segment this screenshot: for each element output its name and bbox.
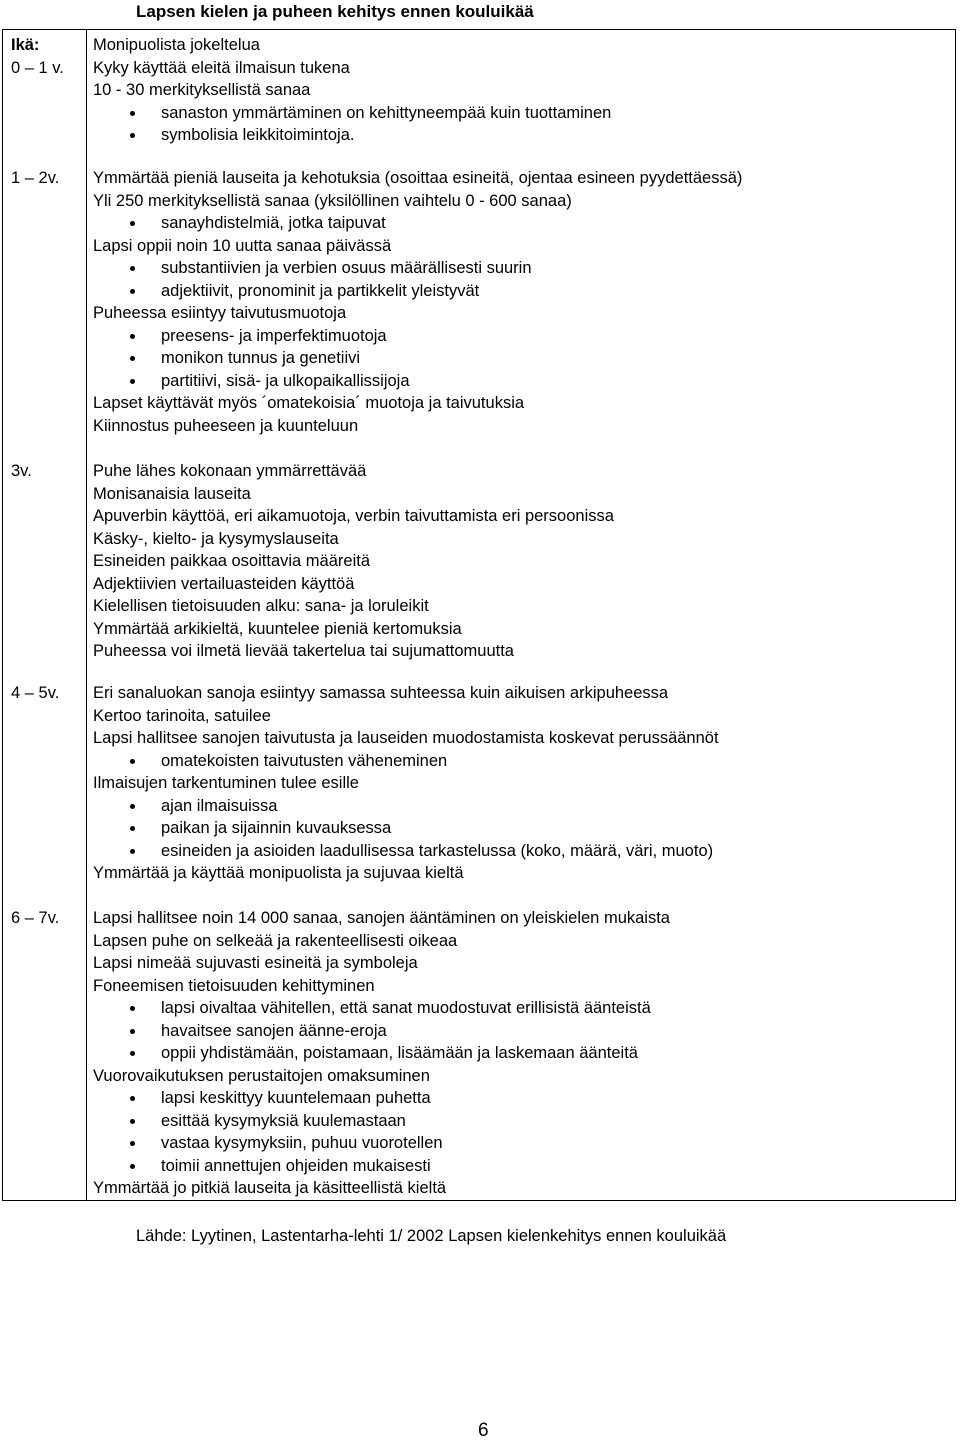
bullet-dot-icon [130,1119,135,1124]
milestone-line: Ilmaisujen tarkentuminen tulee esille [93,774,359,792]
bullet-item [93,997,953,1020]
bullet-dot-icon [130,1096,135,1101]
age-label: 3v. [11,462,32,480]
bullet-item [93,1087,953,1110]
milestone-line: Monisanaisia lauseita [93,484,251,503]
milestone-section [93,460,953,663]
milestone-line: Esineiden paikkaa osoittavia määreitä [93,552,370,570]
milestone-line: Puheessa esiintyy taivutusmuotoja [93,304,347,322]
milestone-line: Lapsi nimeää sujuvasti esineitä ja symboleja [93,954,418,972]
bullet-text: adjektiivit, pronominit ja partikkelit yleistyvät [161,281,480,300]
age-label: 6 – 7v. [11,909,60,927]
milestone-line: 10 - 30 merkityksellistä sanaa [93,81,311,99]
milestone-section [93,167,953,437]
content-column [93,30,953,1200]
bullet-item [93,1020,953,1043]
bullet-item [93,102,953,125]
milestone-line: Ymmärtää arkikieltä, kuuntelee pieniä kertomuksia [93,619,462,638]
milestone-line: Lapsi oppii noin 10 uutta sanaa päivässä [93,236,392,255]
bullet-text: lapsi keskittyy kuuntelemaan puhetta [161,1089,431,1107]
bullet-text: oppii yhdistämään, poistamaan, lisäämään ja laskemaan äänteitä [161,1044,638,1062]
bullet-dot-icon [130,1141,135,1146]
bullet-item [93,750,953,773]
bullet-dot-icon [130,266,135,271]
milestone-section [93,682,953,885]
bullet-text: toimii annettujen ohjeiden mukaisesti [161,1156,431,1175]
bullet-dot-icon [130,1029,135,1034]
bullet-dot-icon [130,1164,135,1169]
document-title: Lapsen kielen ja puheen kehitys ennen kouluikää [136,2,534,21]
milestone-line: Foneemisen tietoisuuden kehittyminen [93,976,375,995]
bullet-text: esittää kysymyksiä kuulemastaan [161,1111,406,1130]
bullet-dot-icon [130,111,135,116]
column-divider [86,30,87,1200]
bullet-dot-icon [130,1051,135,1056]
age-column [3,30,85,1200]
milestone-line: Käsky-, kielto- ja kysymyslauseita [93,529,339,548]
bullet-text: preesens- ja imperfektimuotoja [161,326,387,345]
milestone-line: Vuorovaikutuksen perustaitojen omaksuminen [93,1066,430,1085]
bullet-item [93,280,953,303]
milestone-line: Puheessa voi ilmetä lievää takertelua tai sujumattomuutta [93,642,514,660]
bullet-text: havaitsee sanojen äänne-eroja [161,1021,387,1040]
bullet-item [93,212,953,235]
bullet-dot-icon [130,334,135,339]
bullet-dot-icon [130,356,135,361]
milestone-line: Kyky käyttää eleitä ilmaisun tukena [93,58,350,77]
bullet-item [93,840,953,863]
milestone-line: Lapset käyttävät myös ´omatekoisia´ muotoja ja taivutuksia [93,394,525,412]
bullet-item [93,1155,953,1178]
milestone-line: Apuverbin käyttöä, eri aikamuotoja, verbin taivuttamista eri persoonissa [93,507,614,525]
bullet-dot-icon [130,221,135,226]
milestone-line: Kielellisen tietoisuuden alku: sana- ja loruleikit [93,597,429,615]
bullet-item [93,1132,953,1155]
age-header: Ikä: [11,36,40,54]
bullet-item [93,795,953,818]
milestone-line: Yli 250 merkityksellistä sanaa (yksilöllinen vaihtelu 0 - 600 sanaa) [93,191,572,210]
bullet-text: symbolisia leikkitoimintoja. [161,126,355,144]
milestone-line: Ymmärtää jo pitkiä lauseita ja käsitteellistä kieltä [93,1179,447,1197]
bullet-dot-icon [130,804,135,809]
bullet-text: monikon tunnus ja genetiivi [161,349,361,367]
bullet-item [93,124,953,147]
bullet-dot-icon [130,826,135,831]
milestone-line: Adjektiivien vertailuasteiden käyttöä [93,574,355,593]
bullet-dot-icon [130,289,135,294]
milestone-line: Kiinnostus puheeseen ja kuunteluun [93,416,359,435]
bullet-text: lapsi oivaltaa vähitellen, että sanat muodostuvat erillisistä äänteistä [161,999,651,1017]
milestone-line: Lapsi hallitsee sanojen taivutusta ja lauseiden muodostamista koskevat perussäännöt [93,729,719,747]
bullet-item [93,370,953,393]
bullet-dot-icon [130,133,135,138]
bullet-item [93,257,953,280]
bullet-dot-icon [130,379,135,384]
page-number: 6 [478,1420,489,1441]
bullet-item [93,347,953,370]
milestone-line: Puhe lähes kokonaan ymmärrettävää [93,462,367,480]
milestone-line: Ymmärtää ja käyttää monipuolista ja sujuvaa kieltä [93,864,464,882]
bullet-item [93,1110,953,1133]
age-label: 4 – 5v. [11,684,60,702]
milestone-section [93,34,953,147]
milestone-line: Lapsi hallitsee noin 14 000 sanaa, sanojen ääntäminen on yleiskielen mukaista [93,909,670,927]
bullet-text: paikan ja sijainnin kuvauksessa [161,819,392,837]
bullet-dot-icon [130,849,135,854]
bullet-dot-icon [130,759,135,764]
bullet-item [93,1042,953,1065]
bullet-text: vastaa kysymyksiin, puhuu vuorotellen [161,1134,443,1152]
milestone-line: Kertoo tarinoita, satuilee [93,706,271,725]
bullet-text: ajan ilmaisuissa [161,796,278,815]
milestone-line: Eri sanaluokan sanoja esiintyy samassa suhteessa kuin aikuisen arkipuheessa [93,684,669,702]
bullet-text: sanayhdistelmiä, jotka taipuvat [161,214,386,232]
source-citation: Lähde: Lyytinen, Lastentarha-lehti 1/ 2002 Lapsen kielenkehitys ennen kouluikää [136,1227,727,1245]
bullet-text: partitiivi, sisä- ja ulkopaikallissijoja [161,371,410,390]
bullet-dot-icon [130,1006,135,1011]
age-label: 1 – 2v. [11,169,60,187]
milestone-section [93,907,953,1200]
bullet-text: omatekoisten taivutusten väheneminen [161,751,448,770]
age-label: 0 – 1 v. [11,58,64,77]
bullet-item [93,817,953,840]
milestone-line: Lapsen puhe on selkeää ja rakenteellisesti oikeaa [93,931,458,950]
development-table [2,29,956,1201]
bullet-text: substantiivien ja verbien osuus määrällisesti suurin [161,259,532,277]
bullet-text: esineiden ja asioiden laadullisessa tarkastelussa (koko, määrä, väri, muoto) [161,841,714,860]
bullet-item [93,325,953,348]
bullet-text: sanaston ymmärtäminen on kehittyneempää kuin tuottaminen [161,103,612,122]
milestone-line: Ymmärtää pieniä lauseita ja kehotuksia (osoittaa esineitä, ojentaa esineen pyydettäessä) [93,169,743,187]
milestone-line: Monipuolista jokeltelua [93,36,260,54]
